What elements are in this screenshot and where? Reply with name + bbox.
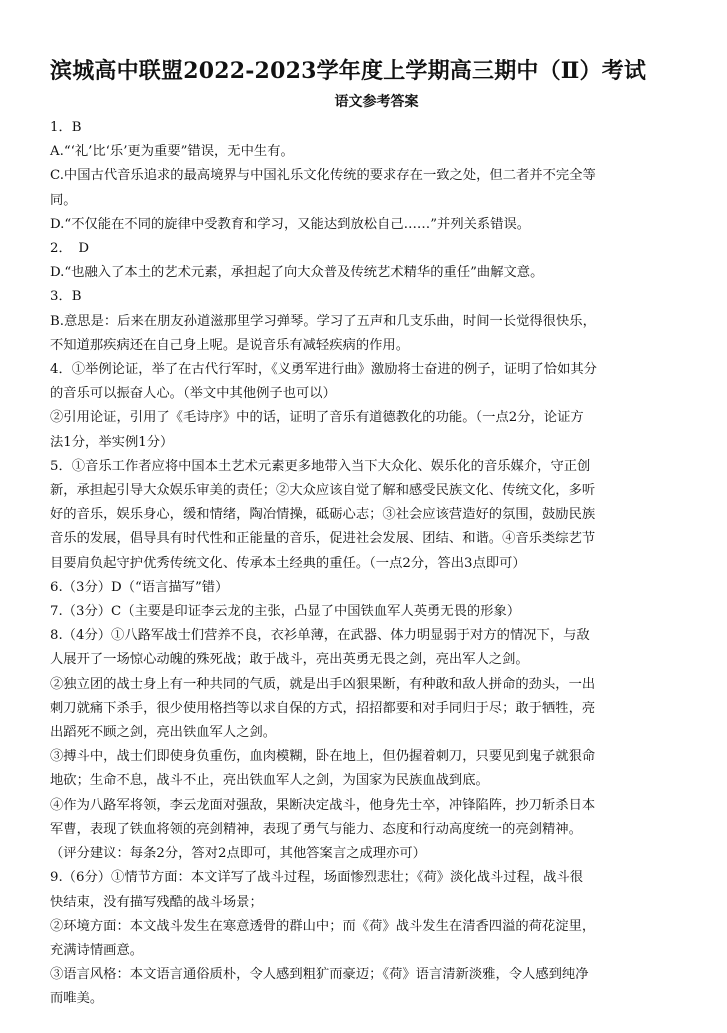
answer-line: 6.（3分）D（“语言描写”错） — [50, 579, 229, 595]
answer-line: 法1分，举实例1分） — [50, 434, 174, 450]
answer-line: D.“不仅能在不同的旋律中受教育和学习，又能达到放松自己……”并列关系错误。 — [50, 216, 531, 232]
answer-line: 1．B — [50, 120, 82, 135]
answer-line: （评分建议：每条2分，答对2点即可，其他答案言之成理亦可） — [50, 846, 426, 862]
answer-line: ③搏斗中，战士们即使身负重伤，血肉模糊，卧在地上，但仍握着刺刀，只要见到鬼子就狠命 — [50, 749, 596, 765]
answer-line: 而唯美。 — [50, 991, 104, 1007]
answer-line: 的音乐可以振奋人心。（举文中其他例子也可以） — [50, 386, 336, 402]
answer-line: D.“也融入了本土的艺术元素，承担起了向大众普及传统艺术精华的重任”曲解文意。 — [50, 265, 544, 281]
document-title: 滨城高中联盟2022-2023学年度上学期高三期中（Ⅱ）考试 — [50, 58, 647, 84]
answer-line: 快结束，没有描写残酷的战斗场景； — [50, 894, 263, 910]
answer-line: 3．B — [50, 289, 82, 305]
answer-line: 好的音乐，娱乐身心，缓和情绪，陶冶情操，砥砺心志；③社会应该营造好的氛围，鼓励民族 — [50, 507, 596, 523]
answer-line: 人展开了一场惊心动魄的殊死战；敢于战斗，亮出英勇无畏之剑，亮出军人之剑。 — [50, 652, 529, 668]
answer-line: 7.（3分）C（主要是印证李云龙的主张，凸显了中国铁血军人英勇无畏的形象） — [50, 604, 521, 620]
answer-line: ②环境方面：本文战斗发生在寒意透骨的群山中；而《荷》战斗发生在清香四溢的荷花淀里， — [50, 918, 596, 934]
answer-line: 不知道那疾病还在自己身上呢。是说音乐有减轻疾病的作用。 — [50, 337, 410, 353]
answer-line: 军曹，表现了铁血将领的亮剑精神，表现了勇气与能力、态度和行动高度统一的亮剑精神。 — [50, 821, 582, 837]
answer-line: 地砍；生命不息，战斗不止，亮出铁血军人之剑，为国家为民族血战到底。 — [50, 773, 489, 789]
answer-line: 出蹈死不顾之剑，亮出铁血军人之剑。 — [50, 725, 277, 741]
answer-line: 目要肩负起守护优秀传统文化、传承本土经典的重任。（一点2分，答出3点即可） — [50, 555, 526, 571]
answer-line: 同。 — [50, 192, 77, 208]
answer-line: 音乐的发展，倡导具有时代性和正能量的音乐，促进社会发展、团结、和谐。④音乐类综艺节 — [50, 531, 596, 547]
answer-line: C.中国古代音乐追求的最高境界与中国礼乐文化传统的要求存在一致之处，但二者并不完全等 — [50, 168, 596, 184]
answer-line: 4．①举例论证，举了在古代行军时，《义勇军进行曲》激励将士奋进的例子，证明了恰如其分 — [50, 362, 597, 378]
answer-line: 充满诗情画意。 — [50, 942, 144, 958]
answer-line: ③语言风格：本文语言通俗质朴，令人感到粗犷而豪迈；《荷》语言清新淡雅，令人感到纯净 — [50, 967, 589, 983]
answer-line: A.“‘礼’比‘乐’更为重要”错误，无中生有。 — [50, 144, 294, 160]
answer-line: 新，承担起引导大众娱乐审美的责任；②大众应该自觉了解和感受民族文化、传统文化，多听 — [50, 483, 596, 499]
answer-body — [50, 116, 703, 1012]
answer-line: 8.（4分）①八路军战士们营养不良，衣衫单薄，在武器、体力明显弱于对方的情况下，与敌 — [50, 628, 590, 644]
answer-line: 5．①音乐工作者应将中国本土艺术元素更多地带入当下大众化、娱乐化的音乐媒介，守正创 — [50, 458, 591, 474]
answer-line: B.意思是：后来在朋友孙道滋那里学习弹琴。学习了五声和几支乐曲，时间一长觉得很快乐， — [50, 313, 596, 329]
answer-line: ④作为八路军将领，李云龙面对强敌，果断决定战斗，他身先士卒，冲锋陷阵，抄刀斩杀日本 — [50, 797, 596, 813]
answer-line: 2． D — [50, 241, 90, 257]
answer-line: ②独立团的战士身上有一种共同的气质，就是出手凶狠果断，有种敢和敌人拼命的劲头，一出 — [50, 676, 596, 692]
answer-line: 刺刀就痛下杀手，很少使用格挡等以求自保的方式，招招都要和对手同归于尽；敢于牺牲，亮 — [50, 700, 596, 716]
answer-line: 9.（6分）①情节方面：本文详写了战斗过程，场面惨烈悲壮；《荷》淡化战斗过程，战斗很 — [50, 870, 584, 886]
document-subtitle: 语文参考答案 — [334, 94, 419, 110]
answer-line: ②引用论证，引用了《毛诗序》中的话，证明了音乐有道德教化的功能。（一点2分，论证方 — [50, 410, 584, 426]
